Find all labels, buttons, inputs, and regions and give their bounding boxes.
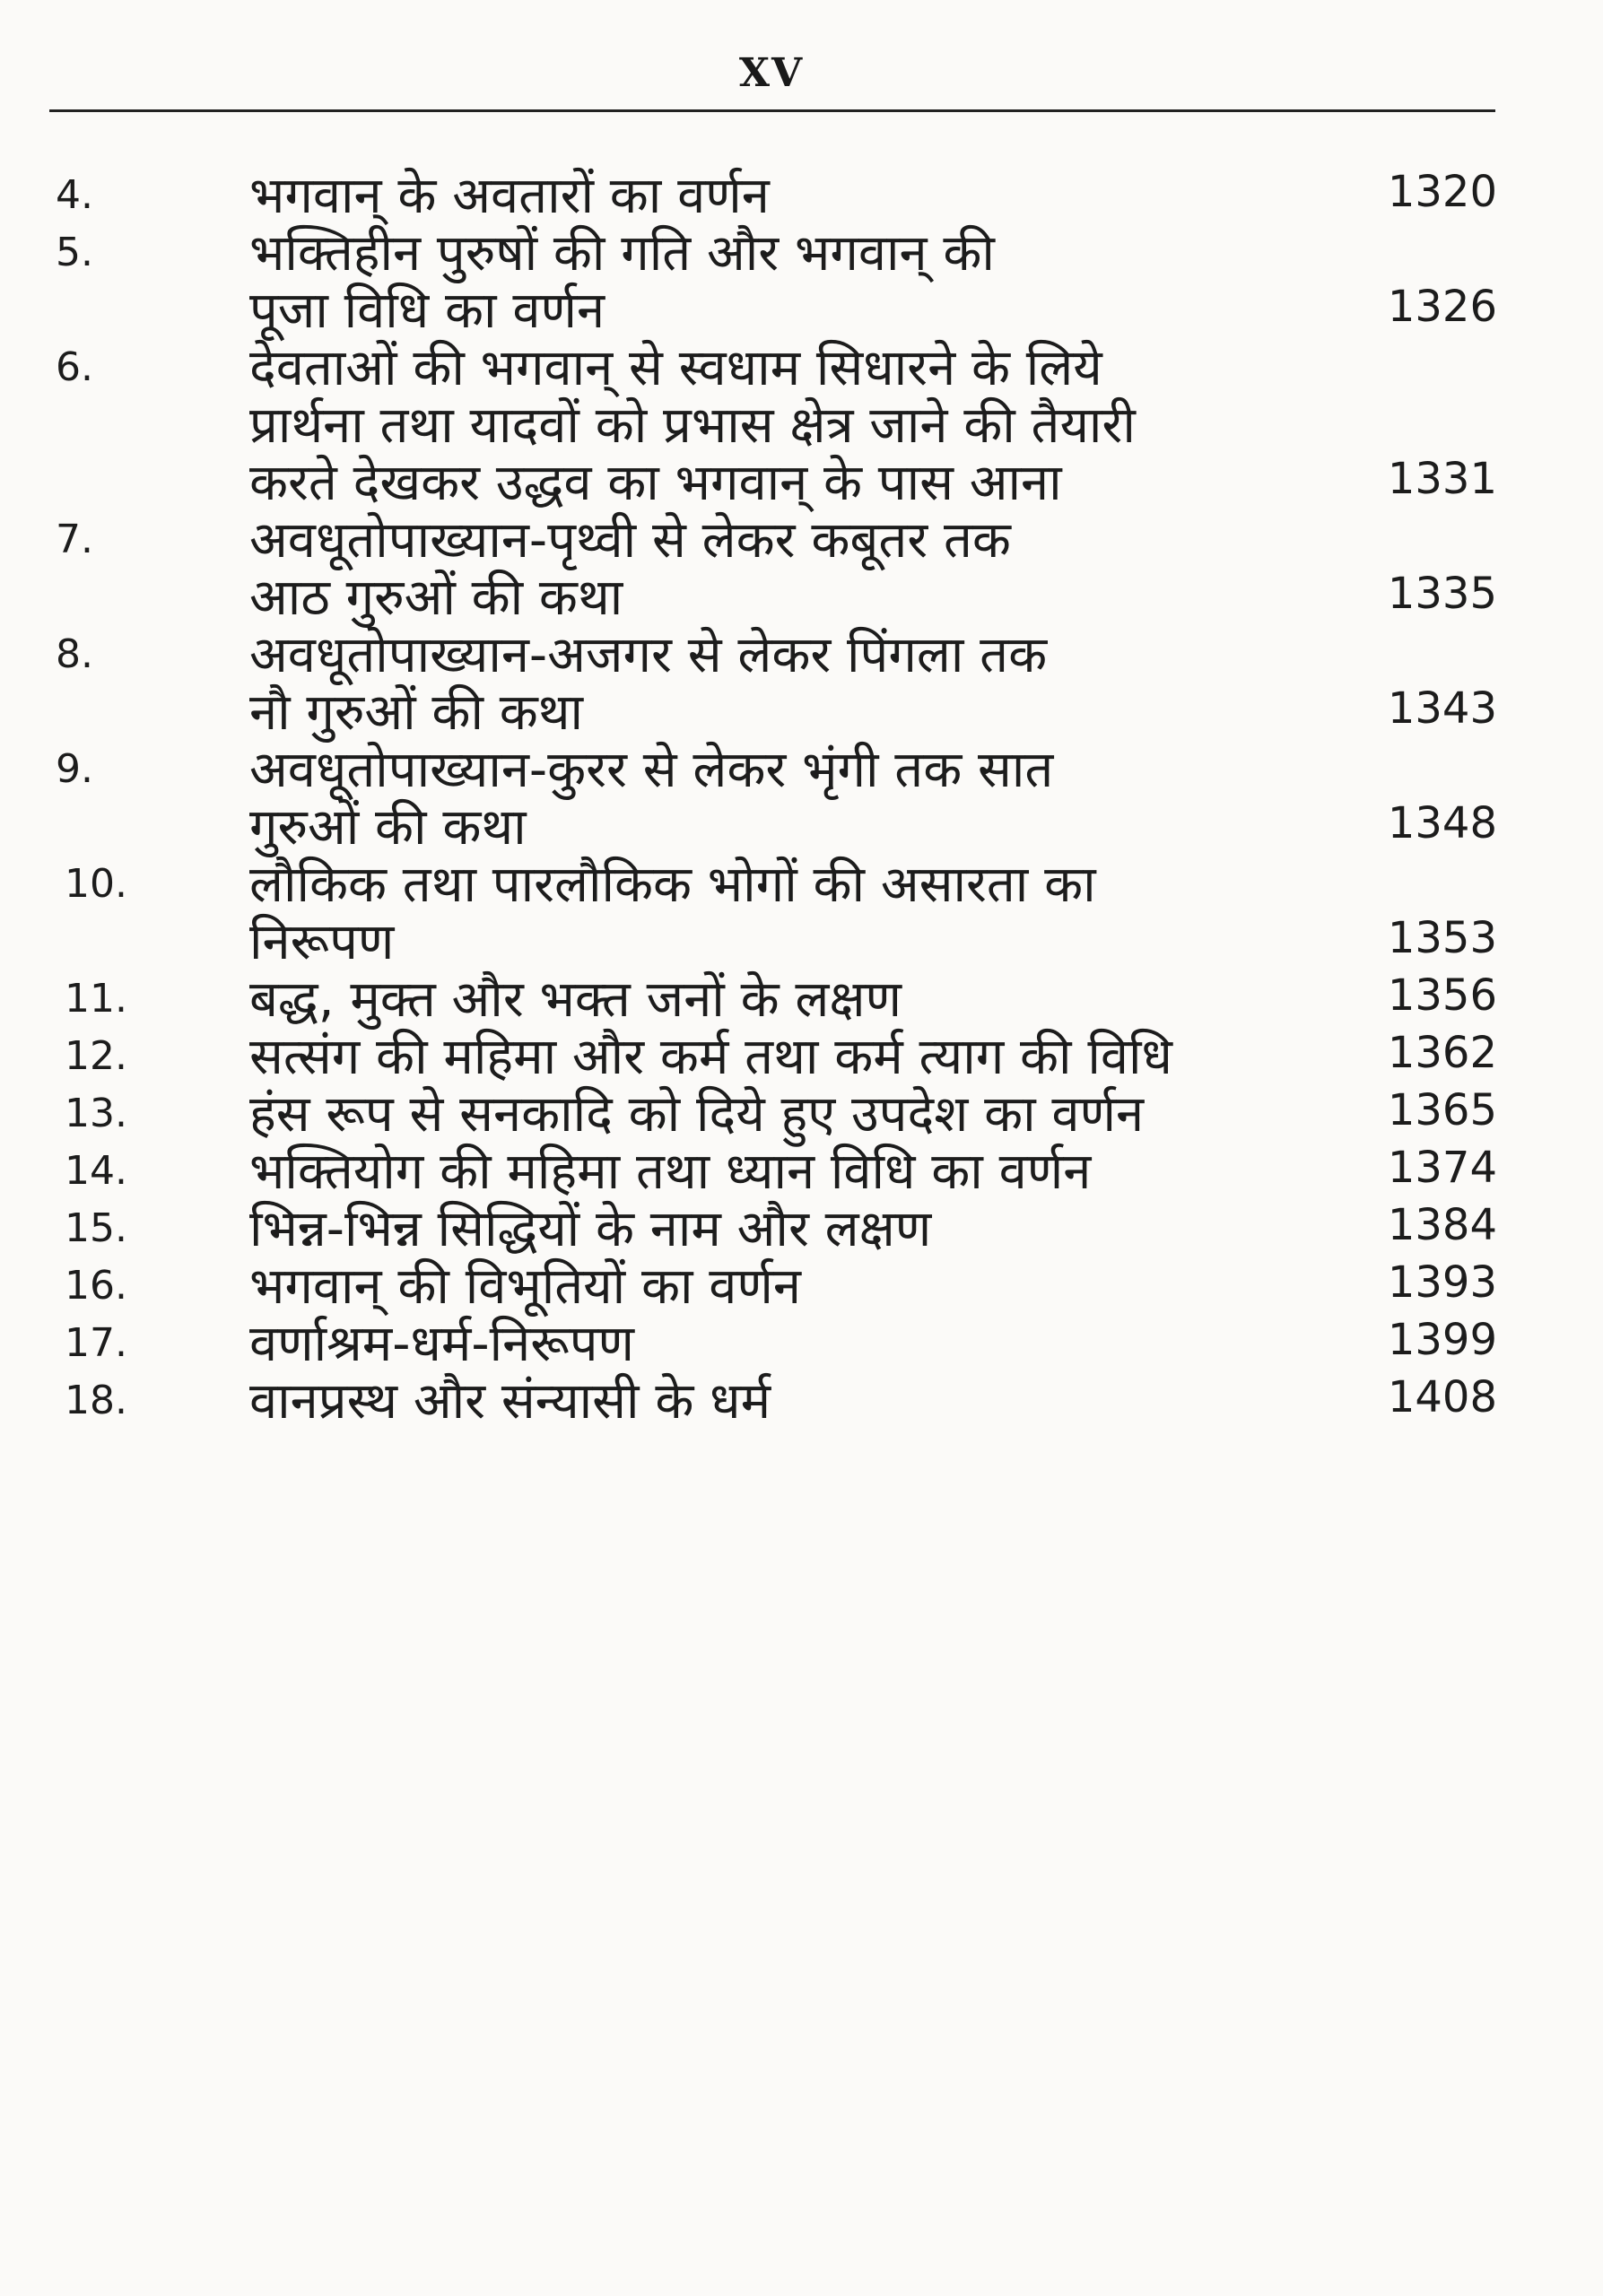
toc-entry-page-number: 1393 — [1387, 1257, 1497, 1308]
header-divider — [49, 109, 1495, 112]
toc-entry-number: 4. — [56, 172, 93, 218]
toc-entry-title: बद्ध, मुक्त और भक्त जनों के लक्षण — [249, 970, 902, 1029]
toc-entry-title: देवताओं की भगवान् से स्वधाम सिधारने के लिये — [249, 339, 1102, 397]
toc-entry-page-number: 1408 — [1387, 1372, 1497, 1422]
toc-entry-title: भिन्न-भिन्न सिद्धियों के नाम और लक्षण — [249, 1200, 932, 1258]
toc-entry-title: भक्तियोग की महिमा तथा ध्यान विधि का वर्णन — [249, 1143, 1092, 1201]
toc-entry-title: भक्तिहीन पुरुषों की गति और भगवान् की — [249, 224, 995, 283]
toc-entry-title: लौकिक तथा पारलौकिक भोगों की असारता का — [249, 856, 1096, 914]
toc-entry-title: वानप्रस्थ और संन्यासी के धर्म — [249, 1372, 771, 1431]
toc-entry-line — [0, 1365, 1603, 1446]
toc-entry-number: 14. — [65, 1148, 127, 1194]
toc-entry-page-number: 1384 — [1387, 1200, 1497, 1250]
toc-entry-number: 13. — [65, 1091, 127, 1136]
toc-entry-page-number: 1353 — [1387, 913, 1497, 963]
toc-entry-number: 16. — [65, 1263, 127, 1309]
toc-entry-page-number: 1343 — [1387, 683, 1497, 734]
toc-entry-title: गुरुओं की कथा — [249, 798, 527, 857]
toc-entry-page-number: 1399 — [1387, 1315, 1497, 1365]
toc-entry-number: 7. — [56, 517, 93, 562]
toc-entry-number: 12. — [65, 1033, 127, 1079]
toc-entry-title: हंस रूप से सनकादि को दिये हुए उपदेश का वर्णन — [249, 1085, 1145, 1144]
toc-entry-title: भगवान् के अवतारों का वर्णन — [249, 167, 770, 225]
toc-entry-title: भगवान् की विभूतियों का वर्णन — [249, 1257, 801, 1316]
toc-entry-number: 18. — [65, 1378, 127, 1423]
toc-entry-title: करते देखकर उद्धव का भगवान् के पास आना — [249, 454, 1062, 512]
toc-entry-page-number: 1348 — [1387, 798, 1497, 848]
toc-entry-number: 10. — [65, 861, 127, 907]
toc-entry-title: वर्णाश्रम-धर्म-निरूपण — [249, 1315, 634, 1373]
toc-entry-title: प्रार्थना तथा यादवों को प्रभास क्षेत्र जाने की तैयारी — [249, 396, 1136, 455]
toc-entry-page-number: 1365 — [1387, 1085, 1497, 1135]
toc-entry-title: निरूपण — [249, 913, 395, 971]
toc-entry-number: 5. — [56, 230, 93, 275]
toc-entry-number: 9. — [56, 746, 93, 792]
toc-entry-title: आठ गुरुओं की कथा — [249, 569, 623, 627]
toc-entry-number: 17. — [65, 1320, 127, 1366]
toc-entry-title: नौ गुरुओं की कथा — [249, 683, 584, 742]
toc-entry-title: अवधूतोपाख्यान-अजगर से लेकर पिंगला तक — [249, 626, 1048, 684]
toc-entry-number: 8. — [56, 631, 93, 677]
toc-entry-number: 11. — [65, 976, 127, 1022]
toc-entry-page-number: 1362 — [1387, 1028, 1497, 1078]
toc-entry-number: 15. — [65, 1205, 127, 1251]
toc-entry-title: पूजा विधि का वर्णन — [249, 282, 605, 340]
page-header-roman-numeral: XV — [738, 50, 805, 96]
toc-entry-page-number: 1331 — [1387, 454, 1497, 504]
toc-entry-title: सत्संग की महिमा और कर्म तथा कर्म त्याग की विधि — [249, 1028, 1172, 1086]
toc-entry-page-number: 1326 — [1387, 282, 1497, 332]
toc-entry-page-number: 1335 — [1387, 569, 1497, 619]
toc-entry-page-number: 1374 — [1387, 1143, 1497, 1193]
toc-entry-title: अवधूतोपाख्यान-पृथ्वी से लेकर कबूतर तक — [249, 511, 1011, 570]
toc-entry-title: अवधूतोपाख्यान-कुरर से लेकर भृंगी तक सात — [249, 741, 1054, 799]
toc-entry-page-number: 1320 — [1387, 167, 1497, 217]
toc-entry-page-number: 1356 — [1387, 970, 1497, 1021]
toc-entry-number: 6. — [56, 344, 93, 390]
